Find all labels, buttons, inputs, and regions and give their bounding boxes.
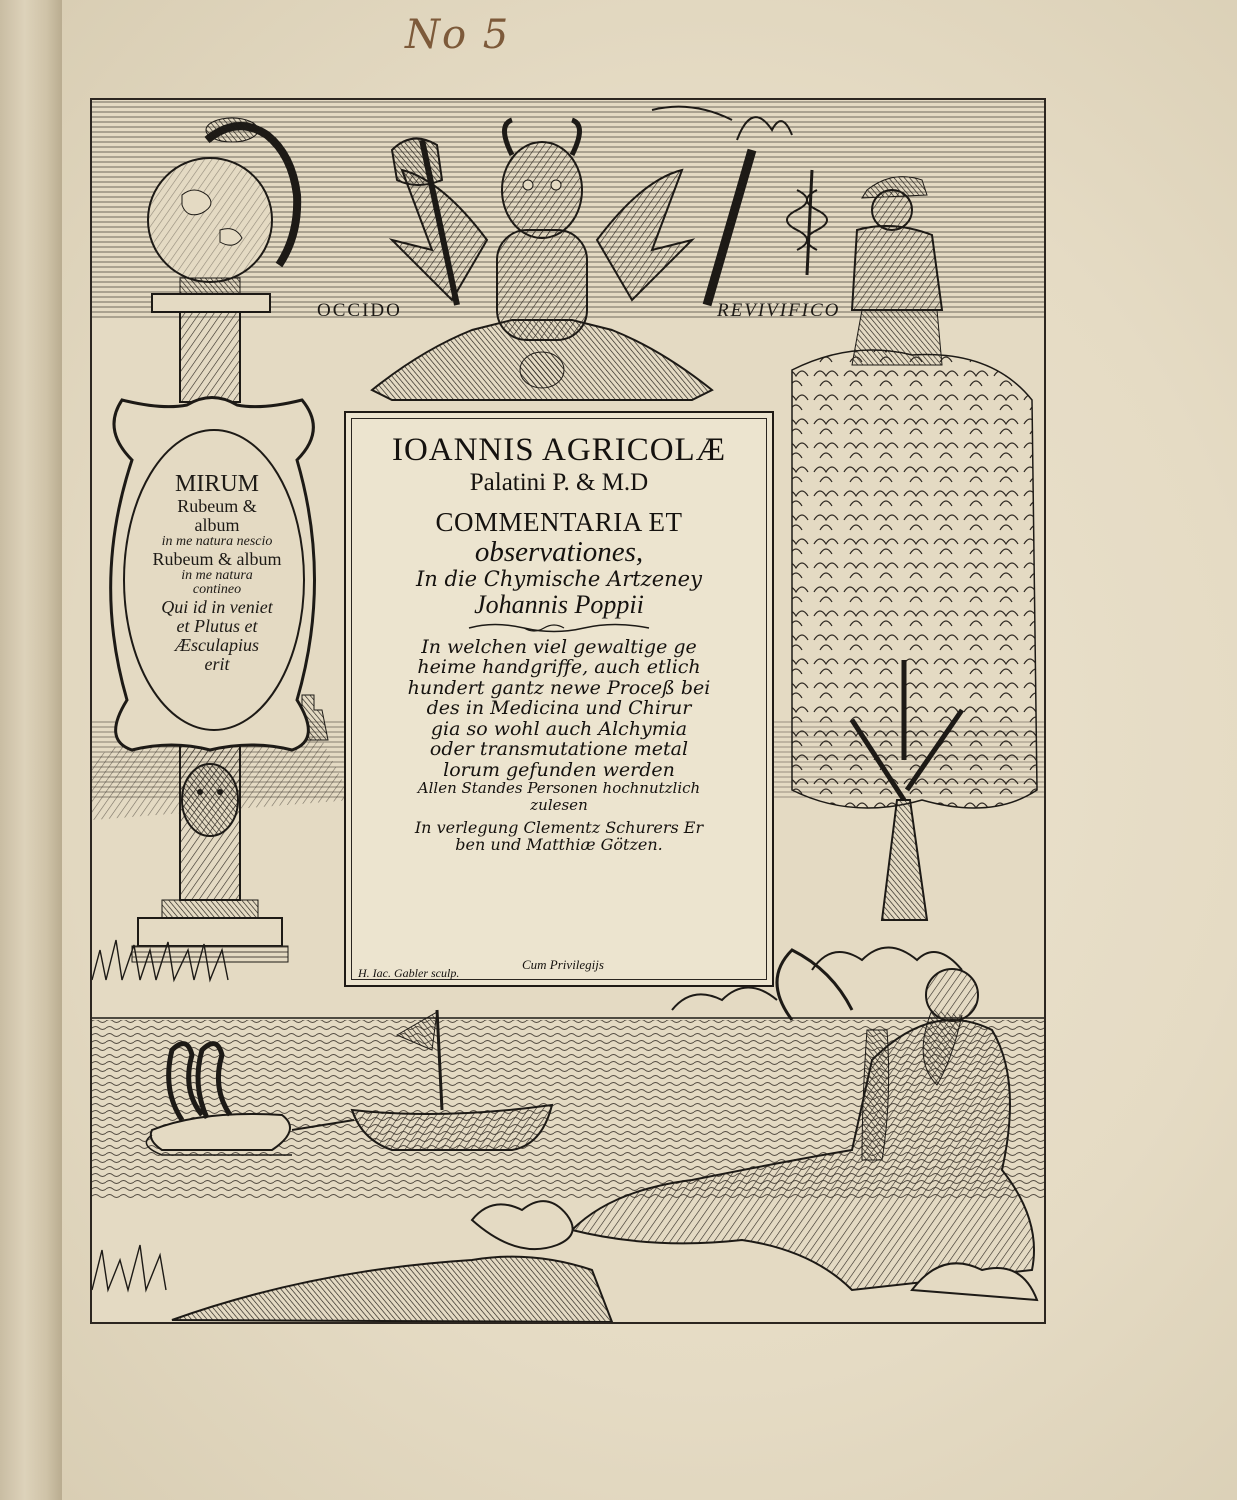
cartouche-line: in me natura (181, 567, 253, 583)
engraved-plate (90, 98, 1046, 1324)
audience-line: zulesen (530, 795, 588, 814)
motto-right: REVIVIFICO (717, 300, 841, 321)
cartouche-line: in me natura nescio (161, 533, 273, 549)
cartouche-line: erit (204, 653, 230, 674)
publisher-line: In verlegung Clementz Schurers Er (414, 817, 704, 837)
flourish-ornament (464, 621, 654, 635)
author-degree: Palatini P. & M.D (469, 468, 649, 496)
cartouche-line: Qui id in veniet (161, 596, 273, 617)
description-line: hundert gantz newe Proceß bei (407, 676, 711, 699)
cartouche-line: MIRUM (174, 471, 259, 497)
cartouche-line: Rubeum & album (152, 548, 282, 569)
cartouche-line: Æsculapius (174, 634, 259, 655)
work-title-line: observationes, (474, 535, 644, 568)
subject-line: In die Chymische Artzeney (416, 567, 702, 592)
cartouche-line: Rubeum & (177, 496, 257, 517)
shelfmark-number: No 5 (405, 12, 511, 58)
description-line: In welchen viel gewaltige ge (421, 635, 697, 658)
audience-line: Allen Standes Personen hochnutzlich (417, 779, 701, 798)
title-panel (344, 411, 774, 987)
description-line: lorum gefunden werden (443, 758, 675, 781)
description-line: heime handgriffe, auch etlich (417, 656, 701, 679)
description-line: des in Medicina und Chirur (426, 697, 692, 720)
cartouche-line: contineo (192, 582, 242, 598)
motto-left: OCCIDO (317, 300, 402, 321)
privilege-note: Cum Privilegijs (522, 957, 604, 972)
cartouche-line: et Plutus et (176, 615, 258, 636)
description-line: gia so wohl auch Alchymia (430, 717, 688, 740)
subject-author: Johannis Poppii (474, 589, 644, 619)
cartouche-line: album (194, 515, 240, 536)
author-name: IOANNIS AGRICOLÆ (391, 432, 727, 468)
publisher-line: ben und Matthiæ Götzen. (455, 835, 663, 855)
cartouche-inscription (142, 472, 292, 673)
book-spine-edge (0, 0, 63, 1500)
engraver-signature: H. Iac. Gabler sculp. (358, 966, 460, 980)
work-title-line: COMMENTARIA ET (435, 506, 683, 537)
description-line: oder transmutatione metal (429, 738, 689, 761)
